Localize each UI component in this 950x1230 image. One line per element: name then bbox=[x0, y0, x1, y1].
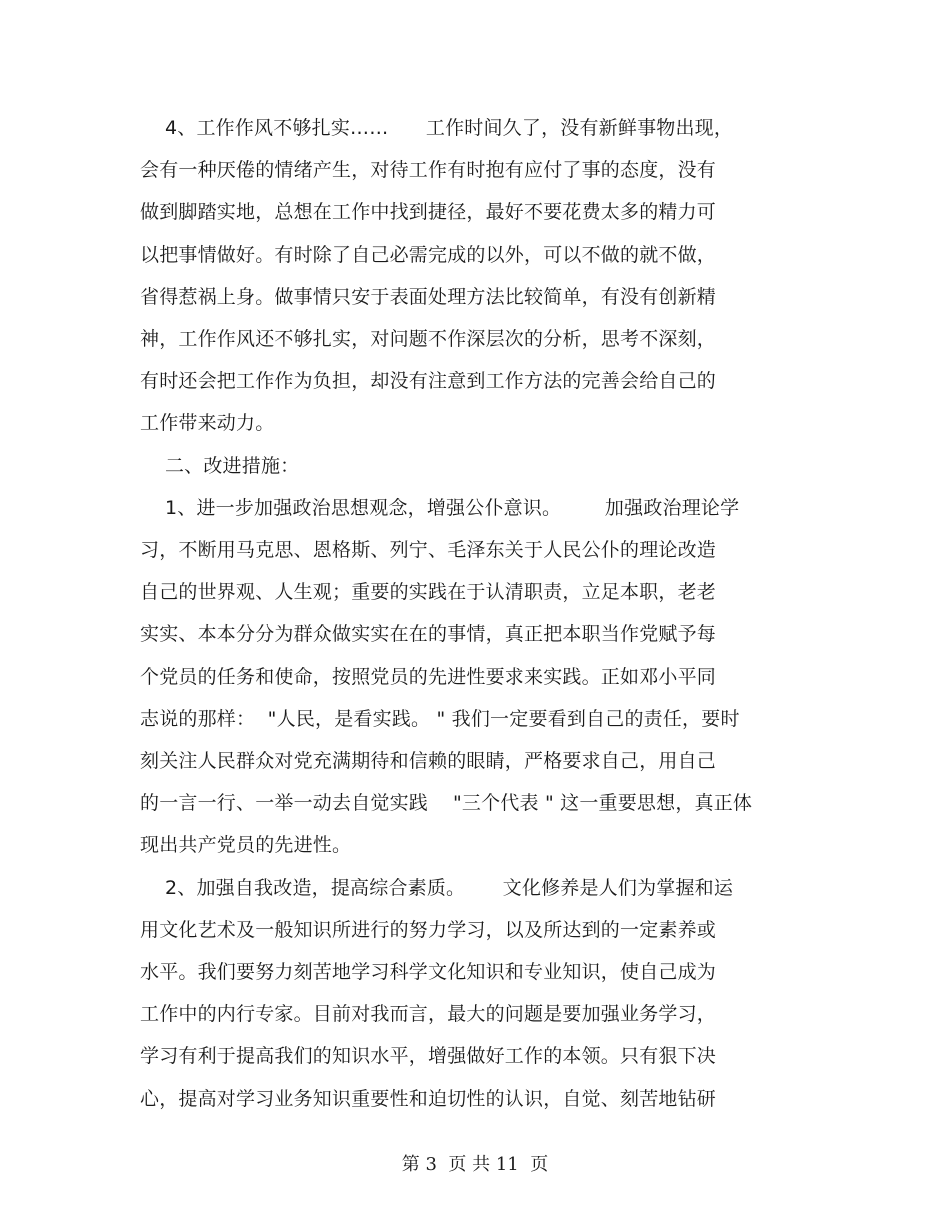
text-line: 刻关注人民群众对党充满期待和信赖的眼睛，严格要求自己，用自己 bbox=[140, 750, 717, 772]
text-line: 会有一种厌倦的情绪产生，对待工作有时抱有应付了事的态度，没有 bbox=[140, 159, 717, 181]
text-line: 2、加强自我改造，提高综合素质。 文化修养是人们为掌握和运 bbox=[140, 877, 734, 899]
text-line: 习，不断用马克思、恩格斯、列宁、毛泽东关于人民公仆的理论改造 bbox=[140, 539, 717, 561]
text-line: 志说的那样： "人民，是看实践。 " 我们一定要看到自己的责任，要时 bbox=[140, 708, 740, 730]
text-line: 神，工作作风还不够扎实，对问题不作深层次的分析，思考不深刻， bbox=[140, 328, 717, 350]
text-line: 实实、本本分分为群众做实实在在的事情，真正把本职当作党赋予每 bbox=[140, 623, 717, 645]
text-line: 自己的世界观、人生观；重要的实践在于认清职责，立足本职，老老 bbox=[140, 581, 717, 603]
text-line: 有时还会把工作作为负担，却没有注意到工作方法的完善会给自己的 bbox=[140, 370, 717, 392]
text-line: 以把事情做好。有时除了自己必需完成的以外，可以不做的就不做， bbox=[140, 244, 717, 266]
text-line: 的一言一行、一举一动去自觉实践 "三个代表 " 这一重要思想，真正体 bbox=[140, 792, 753, 814]
text-line: 用文化艺术及一般知识所进行的努力学习，以及所达到的一定素养或 bbox=[140, 919, 717, 941]
text-line: 心，提高对学习业务知识重要性和迫切性的认识，自觉、刻苦地钻研 bbox=[140, 1088, 717, 1110]
text-line: 个党员的任务和使命，按照党员的先进性要求来实践。正如邓小平同 bbox=[140, 666, 717, 688]
text-line: 1、进一步加强政治思想观念，增强公仆意识。 加强政治理论学 bbox=[140, 497, 740, 519]
text-line: 做到脚踏实地，总想在工作中找到捷径，最好不要花费太多的精力可 bbox=[140, 201, 717, 223]
text-line: 工作带来动力。 bbox=[140, 412, 275, 434]
text-line: 现出共产党员的先进性。 bbox=[140, 834, 352, 856]
text-line: 4、工作作风不够扎实…… 工作时间久了，没有新鲜事物出现， bbox=[140, 117, 734, 139]
text-line: 学习有利于提高我们的知识水平，增强做好工作的本领。只有狠下决 bbox=[140, 1045, 717, 1067]
page-number-footer: 第 3 页 共 11 页 bbox=[401, 1154, 549, 1175]
section-heading: 二、改进措施： bbox=[140, 455, 300, 477]
text-line: 水平。我们要努力刻苦地学习科学文化知识和专业知识，使自己成为 bbox=[140, 961, 717, 983]
text-line: 省得惹祸上身。做事情只安于表面处理方法比较简单，有没有创新精 bbox=[140, 286, 717, 308]
text-line: 工作中的内行专家。目前对我而言，最大的问题是要加强业务学习， bbox=[140, 1003, 717, 1025]
